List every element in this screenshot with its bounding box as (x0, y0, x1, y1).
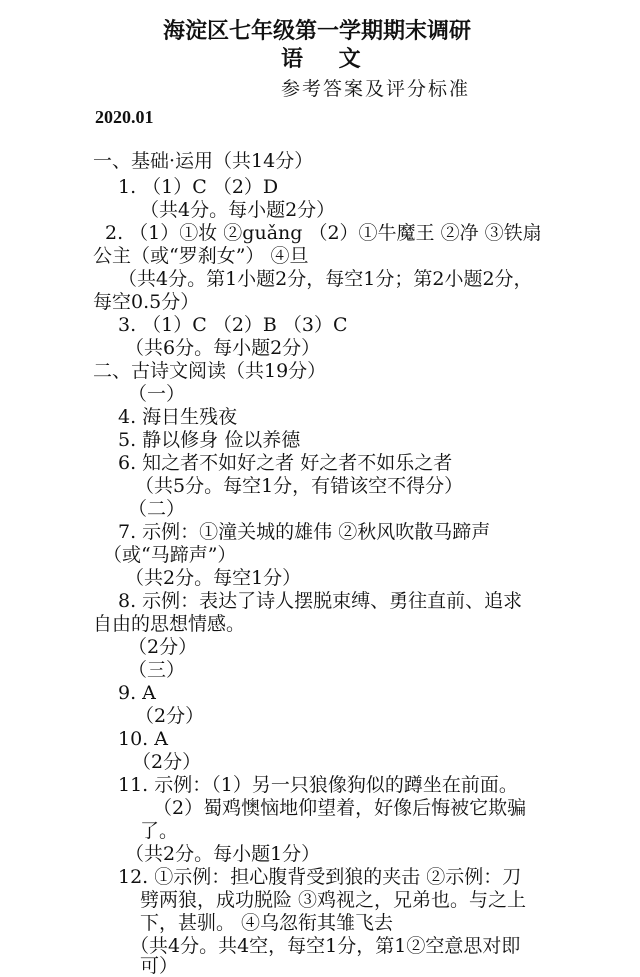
answer-line: 5. 静以修身 俭以养德 (118, 429, 301, 451)
subsection-marker: （三） (128, 659, 186, 681)
answer-line: 10. A (118, 728, 168, 750)
date: 2020.01 (95, 107, 154, 127)
answer-line: 9. A (118, 682, 156, 704)
answer-line: 6. 知之者不如好之者 好之者不如乐之者 (118, 452, 453, 474)
score-note: （共4分。共4空，每空1分，第1②空意思对即 (130, 935, 521, 957)
subject-heading: 语 文 (281, 46, 375, 72)
score-note: 每空0.5分） (93, 291, 200, 313)
score-note: （2分） (128, 636, 198, 658)
score-note: （共6分。每小题2分） (125, 337, 321, 359)
answer-line: 12. ①示例：担心腹背受到狼的夹击 ②示例：刀 (118, 866, 522, 888)
score-note: （2分） (135, 705, 205, 727)
answer-line: （或“马蹄声”） (103, 544, 237, 566)
answer-line: （2）蜀鸡懊恼地仰望着，好像后悔被它欺骗 (153, 797, 527, 819)
subtitle: 参考答案及评分标准 (281, 78, 471, 100)
page-title: 海淀区七年级第一学期期末调研 (163, 18, 472, 44)
score-note: （2分） (132, 751, 202, 773)
answer-line: 4. 海日生残夜 (118, 406, 238, 428)
answer-line: 下，甚驯。 ④乌忽衔其雏飞去 (140, 912, 394, 934)
answer-line: 2. （1）①妆 ②guǎng （2）①牛魔王 ②净 ③铁扇 (105, 222, 542, 244)
answer-line: 7. 示例：①潼关城的雄伟 ②秋风吹散马蹄声 (118, 521, 491, 543)
section-heading: 二、古诗文阅读（共19分） (93, 360, 327, 382)
score-note: （共4分。每小题2分） (140, 199, 336, 221)
score-note: （共4分。第1小题2分，每空1分；第2小题2分， (118, 268, 533, 290)
subsection-marker: （一） (128, 383, 186, 405)
answer-line: 了。 (140, 820, 179, 842)
answer-line: 11. 示例：（1）另一只狼像狗似的蹲坐在前面。 (118, 774, 518, 796)
answer-line: 3. （1）C （2）B （3）C (118, 314, 348, 336)
score-note: 可） (140, 955, 179, 977)
answer-line: 公主（或“罗刹女”） ④旦 (93, 245, 309, 267)
score-note: （共5分。每空1分，有错该空不得分） (135, 475, 464, 497)
score-note: （共2分。每空1分） (125, 567, 302, 589)
section-heading: 一、基础·运用（共14分） (93, 150, 314, 172)
answer-line: 1. （1）C （2）D (118, 176, 279, 198)
answer-line: 自由的思想情感。 (93, 613, 246, 635)
answer-line: 8. 示例：表达了诗人摆脱束缚、勇往直前、追求 (118, 590, 523, 612)
score-note: （共2分。每小题1分） (125, 843, 321, 865)
subsection-marker: （二） (128, 498, 186, 520)
answer-line: 劈两狼，成功脱险 ③鸡视之，兄弟也。与之上 (140, 889, 527, 911)
